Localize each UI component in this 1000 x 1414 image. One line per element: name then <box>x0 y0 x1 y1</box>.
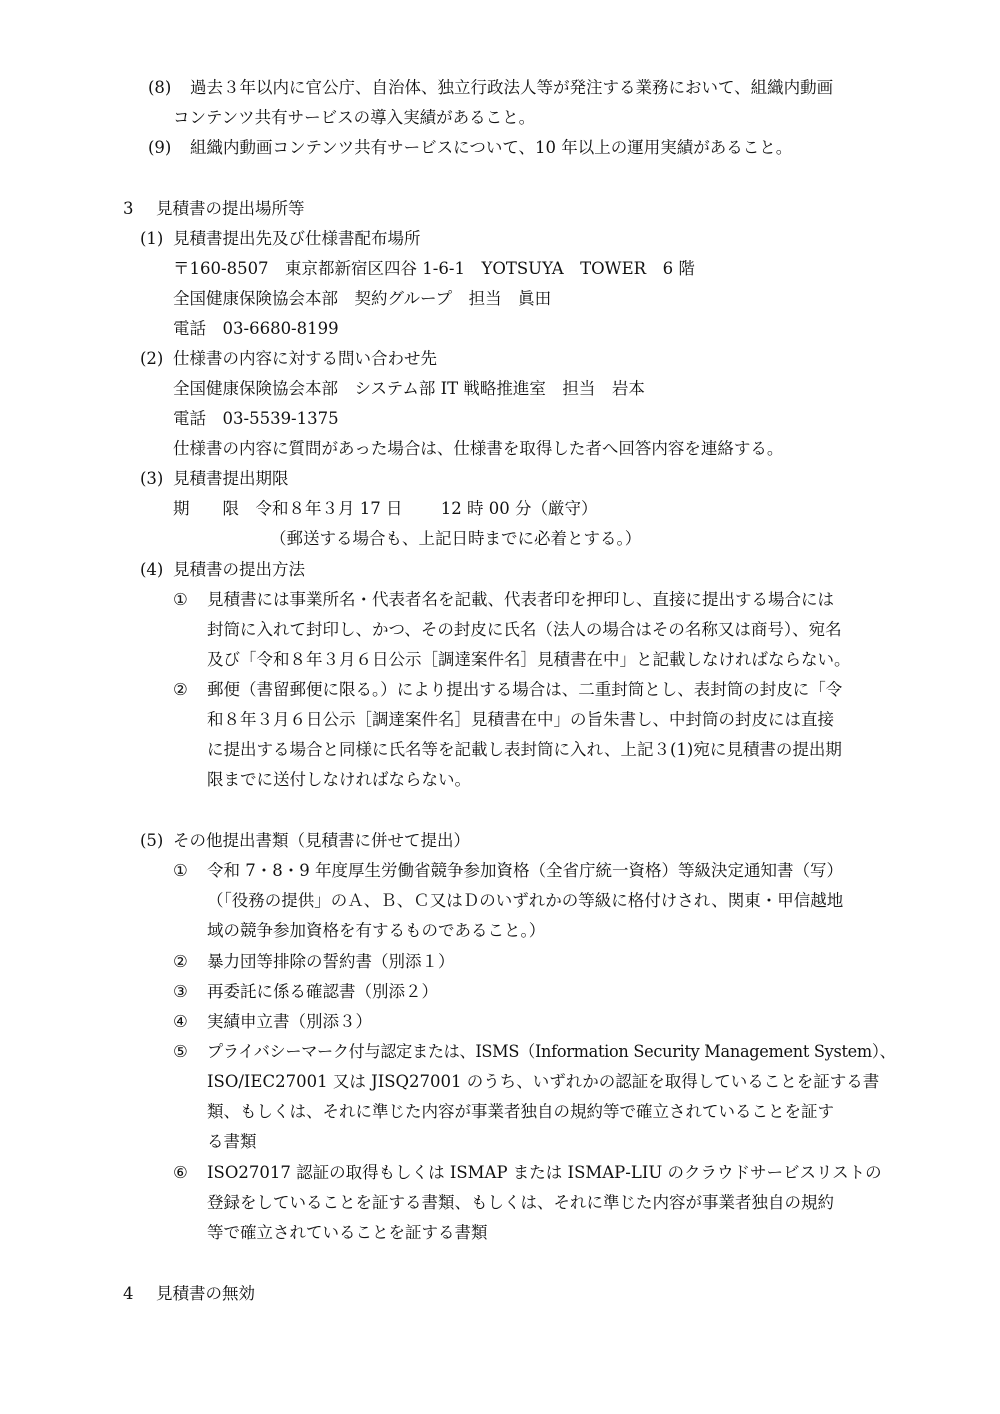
s5-item5-line3: 類、もしくは、それに準じた内容が事業者独自の規約等で確立されていることを証す <box>207 1102 834 1121</box>
s5-number: (5) <box>140 831 164 850</box>
s4-item2-line3: に提出する場合と同様に氏名等を記載し表封筒に入れ、上記３(1)宛に見積書の提出期 <box>207 740 842 759</box>
req9-number: (9) <box>148 138 172 157</box>
s5-item1-line3: 域の競争参加資格を有するものであること。） <box>207 921 546 940</box>
s5-item1-line2: （「役務の提供」のＡ、Ｂ、Ｃ又はＤのいずれかの等級に格付けされ、関東・甲信越地 <box>207 891 844 910</box>
s3-number: (3) <box>140 469 164 488</box>
s5-item5-mark: ⑤ <box>173 1042 188 1061</box>
s4-item1-line1: 見積書には事業所名・代表者名を記載、代表者印を押印し、直接に提出する場合には <box>207 590 834 609</box>
s4-item2-line1: 郵便（書留郵便に限る。）により提出する場合は、二重封筒とし、表封筒の封皮に「令 <box>207 680 843 699</box>
s3-deadline: 期 限 令和８年３月 17 日 12 時 00 分（厳守） <box>173 499 598 518</box>
s5-item5-line4: る書類 <box>207 1132 257 1151</box>
s2-title: 仕様書の内容に対する問い合わせ先 <box>173 349 437 368</box>
s5-item2-mark: ② <box>173 952 188 971</box>
s1-address: 〒160-8507 東京都新宿区四谷 1-6-1 YOTSUYA TOWER 6 階 <box>173 259 695 278</box>
s2-organization: 全国健康保険協会本部 システム部 IT 戦略推進室 担当 岩本 <box>173 379 645 398</box>
section4-title: 見積書の無効 <box>156 1284 255 1303</box>
s5-item6-mark: ⑥ <box>173 1163 188 1182</box>
s4-item1-line3: 及び「令和８年３月６日公示［調達案件名］見積書在中」と記載しなければならない。 <box>207 650 851 669</box>
s5-item3-line1: 再委託に係る確認書（別添２） <box>207 982 438 1001</box>
s5-item5-line2: ISO/IEC27001 又は JISQ27001 のうち、いずれかの認証を取得していることを証する書 <box>207 1072 880 1091</box>
s4-item1-mark: ① <box>173 590 188 609</box>
s2-note: 仕様書の内容に質問があった場合は、仕様書を取得した者へ回答内容を連絡する。 <box>173 439 784 458</box>
section3-number: 3 <box>123 199 134 218</box>
s3-title: 見積書提出期限 <box>173 469 289 488</box>
s4-item2-line4: 限までに送付しなければならない。 <box>207 770 471 789</box>
req8-text-line1: 過去３年以内に官公庁、自治体、独立行政法人等が発注する業務において、組織内動画 <box>190 78 834 97</box>
s5-item5-line1: プライバシーマーク付与認定または、ISMS（Information Security Management System）、 <box>207 1042 896 1061</box>
s4-item2-mark: ② <box>173 680 188 699</box>
s5-item2-line1: 暴力団等排除の誓約書（別添１） <box>207 952 455 971</box>
s1-number: (1) <box>140 229 164 248</box>
s5-item4-line1: 実績申立書（別添３） <box>207 1012 372 1031</box>
s2-number: (2) <box>140 349 164 368</box>
req9-text: 組織内動画コンテンツ共有サービスについて、10 年以上の運用実績があること。 <box>190 138 793 157</box>
s5-item6-line3: 等で確立されていることを証する書類 <box>207 1223 488 1242</box>
s1-organization: 全国健康保険協会本部 契約グループ 担当 眞田 <box>173 289 552 308</box>
s3-mail-note: （郵送する場合も、上記日時までに必着とする。） <box>270 529 642 548</box>
s4-item1-line2: 封筒に入れて封印し、かつ、その封皮に氏名（法人の場合はその名称又は商号）、宛名 <box>207 620 842 639</box>
s5-item1-line1: 令和 7・8・9 年度厚生労働省競争参加資格（全省庁統一資格）等級決定通知書（写） <box>207 861 843 880</box>
s5-item6-line2: 登録をしていることを証する書類、もしくは、それに準じた内容が事業者独自の規約 <box>207 1193 834 1212</box>
section3-title: 見積書の提出場所等 <box>156 199 305 218</box>
s2-telephone: 電話 03-5539-1375 <box>173 409 339 428</box>
s5-item6-line1: ISO27017 認証の取得もしくは ISMAP または ISMAP‐LIU のクラウドサービスリストの <box>207 1163 882 1182</box>
s4-item2-line2: 和８年３月６日公示［調達案件名］見積書在中」の旨朱書し、中封筒の封皮には直接 <box>207 710 834 729</box>
section4-number: 4 <box>123 1284 134 1303</box>
s4-title: 見積書の提出方法 <box>173 560 305 579</box>
s1-title: 見積書提出先及び仕様書配布場所 <box>173 229 421 248</box>
req8-text-line2: コンテンツ共有サービスの導入実績があること。 <box>173 108 536 127</box>
s5-item4-mark: ④ <box>173 1012 188 1031</box>
s4-number: (4) <box>140 560 164 579</box>
s5-title: その他提出書類（見積書に併せて提出） <box>173 831 470 850</box>
req8-number: (8) <box>148 78 172 97</box>
s5-item1-mark: ① <box>173 861 188 880</box>
s5-item3-mark: ③ <box>173 982 188 1001</box>
s1-telephone: 電話 03-6680-8199 <box>173 319 339 338</box>
